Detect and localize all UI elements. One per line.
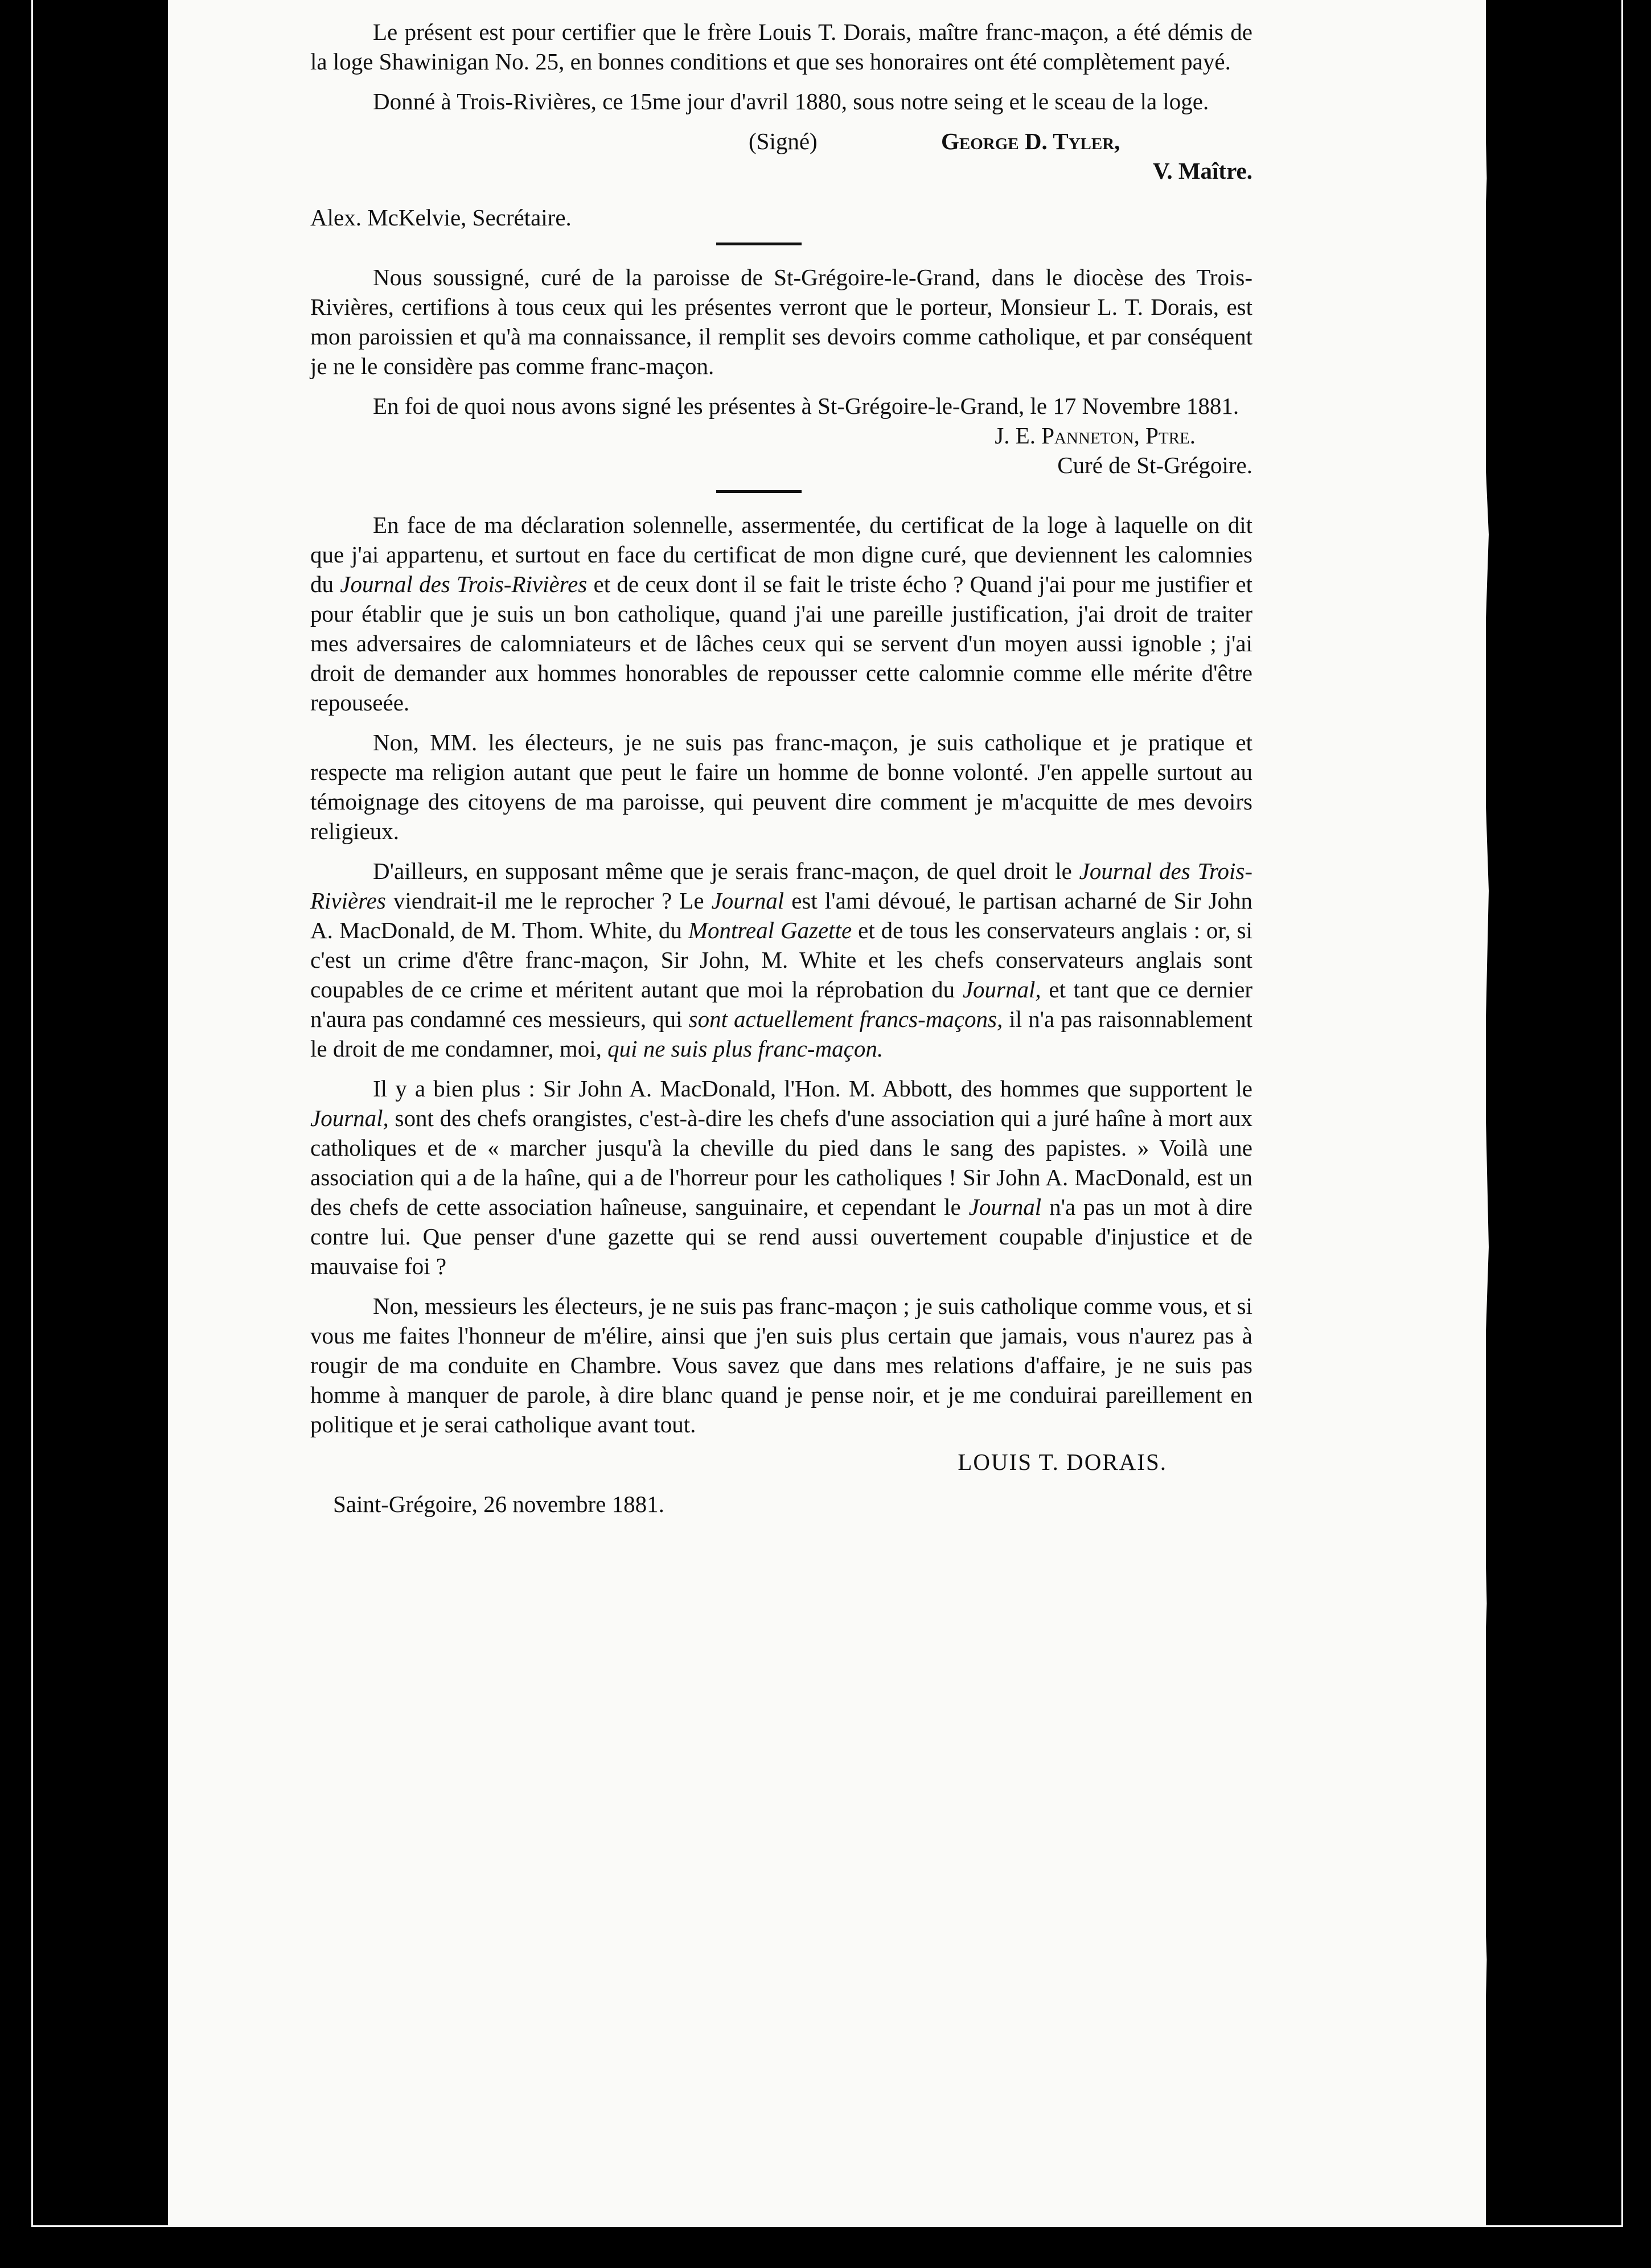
- priest-title: Curé de St-Grégoire.: [1057, 452, 1252, 478]
- candidate-signature: LOUIS T. DORAIS.: [958, 1449, 1167, 1475]
- section-divider: [716, 490, 802, 493]
- document-text: [310, 17, 1252, 1519]
- lodge-signature-row: [310, 126, 1252, 156]
- declaration-paragraph-1: En face de ma déclaration solennelle, assermentée, du certificat de la loge à laquelle on dit que j'ai appartenu, et surtout en face du certificat de mon digne curé, que deviennent les calomnies du Journal des Trois-Rivières et de ceux dont il se fait le triste écho ? Quand j'ai pour me justifier et pour établir que je suis un bon catholique, quand j'ai une pareille justification, j'ai droit de traiter mes adversaires de calomniateurs et de lâches ceux qui se servent d'un moyen aussi ignoble ; j'ai droit de demander aux hommes honorables de repousser cette calomnie comme elle mérite d'être repouseée.: [310, 512, 1252, 716]
- priest-certificate-date-paragraph: En foi de quoi nous avons signé les présentes à St-Grégoire-le-Grand, le 17 Novembre 1881.: [373, 393, 1239, 419]
- lodge-certificate-paragraph: Le présent est pour certifier que le frère Louis T. Dorais, maître franc-maçon, a été démis de la loge Shawinigan No. 25, en bonnes conditions et que ses honoraires ont été complètement payé.: [310, 19, 1252, 75]
- masonic-lodge-certificate: [310, 17, 1252, 232]
- lodge-master-name: George D. Tyler,: [941, 128, 1120, 154]
- declaration-dateline: Saint-Grégoire, 26 novembre 1881.: [333, 1491, 664, 1517]
- candidate-declaration: [310, 510, 1252, 1519]
- declaration-paragraph-5: Non, messieurs les électeurs, je ne suis pas franc-maçon ; je suis catholique comme vous, et si vous me faites l'honneur de m'élire, ainsi que j'en suis plus certain que jamais, vous n'aurez pas à rougir de ma conduite en Chambre. Vous savez que dans mes relations d'affaire, je ne suis pas homme à manquer de parole, à dire blanc quand je pense noir, et je me conduirai pareillement en politique et je serai catholique avant tout.: [310, 1293, 1252, 1437]
- signed-label: (Signé): [749, 128, 818, 154]
- lodge-master-title: V. Maître.: [1153, 158, 1252, 184]
- declaration-paragraph-3: D'ailleurs, en supposant même que je serais franc-maçon, de quel droit le Journal des Trois-Rivières viendrait-il me le reprocher ? Le Journal est l'ami dévoué, le partisan acharné de Sir John A. MacDonald, de M. Thom. White, du Montreal Gazette et de tous les conservateurs anglais : or, si c'est un crime d'être franc-maçon, Sir John, M. White et les chefs conservateurs anglais sont coupables de ce crime et méritent autant que moi la réprobation du Journal, et tant que ce dernier n'aura pas condamné ces messieurs, qui sont actuellement francs-maçons, il n'a pas raisonnablement le droit de me condamner, moi, qui ne suis plus franc-maçon.: [310, 858, 1253, 1062]
- declaration-paragraph-4: Il y a bien plus : Sir John A. MacDonald, l'Hon. M. Abbott, des hommes que supportent le Journal, sont des chefs orangistes, c'est-à-dire les chefs d'une association qui a juré haîne à mort aux catholiques et de « marcher jusqu'à la cheville du pied dans le sang des papistes. » Voilà une association qui a de la haîne, qui a de l'horreur pour les catholiques ! Sir John A. MacDonald, est un des chefs de cette association haîneuse, sanguinaire, et cependant le Journal n'a pas un mot à dire contre lui. Que penser d'une gazette qui se rend aussi ouvertement coupable d'injustice et de mauvaise foi ?: [310, 1075, 1252, 1279]
- lodge-certificate-date-paragraph: Donné à Trois-Rivières, ce 15me jour d'avril 1880, sous notre seing et le sceau de la loge.: [373, 88, 1209, 114]
- priest-certificate-paragraph: Nous soussigné, curé de la paroisse de St-Grégoire-le-Grand, dans le diocèse des Trois-Rivières, certifions à tous ceux qui les présentes verront que le porteur, Monsieur L. T. Dorais, est mon paroissien et qu'à ma connaissance, il remplit ses devoirs comme catholique, et par conséquent je ne le considère pas comme franc-maçon.: [310, 264, 1252, 379]
- declaration-paragraph-2: Non, MM. les électeurs, je ne suis pas franc-maçon, je suis catholique et je pratique et respecte ma religion autant que peut le faire un homme de bonne volonté. J'en appelle surtout au témoignage des citoyens de ma paroisse, qui peuvent dire comment je m'acquitte de mes devoirs religieux.: [310, 729, 1252, 844]
- section-divider: [716, 243, 802, 245]
- lodge-secretary: Alex. McKelvie, Secrétaire.: [310, 204, 572, 231]
- parish-priest-certificate: [310, 262, 1252, 480]
- priest-name: J. E. Panneton, Ptre.: [995, 422, 1196, 449]
